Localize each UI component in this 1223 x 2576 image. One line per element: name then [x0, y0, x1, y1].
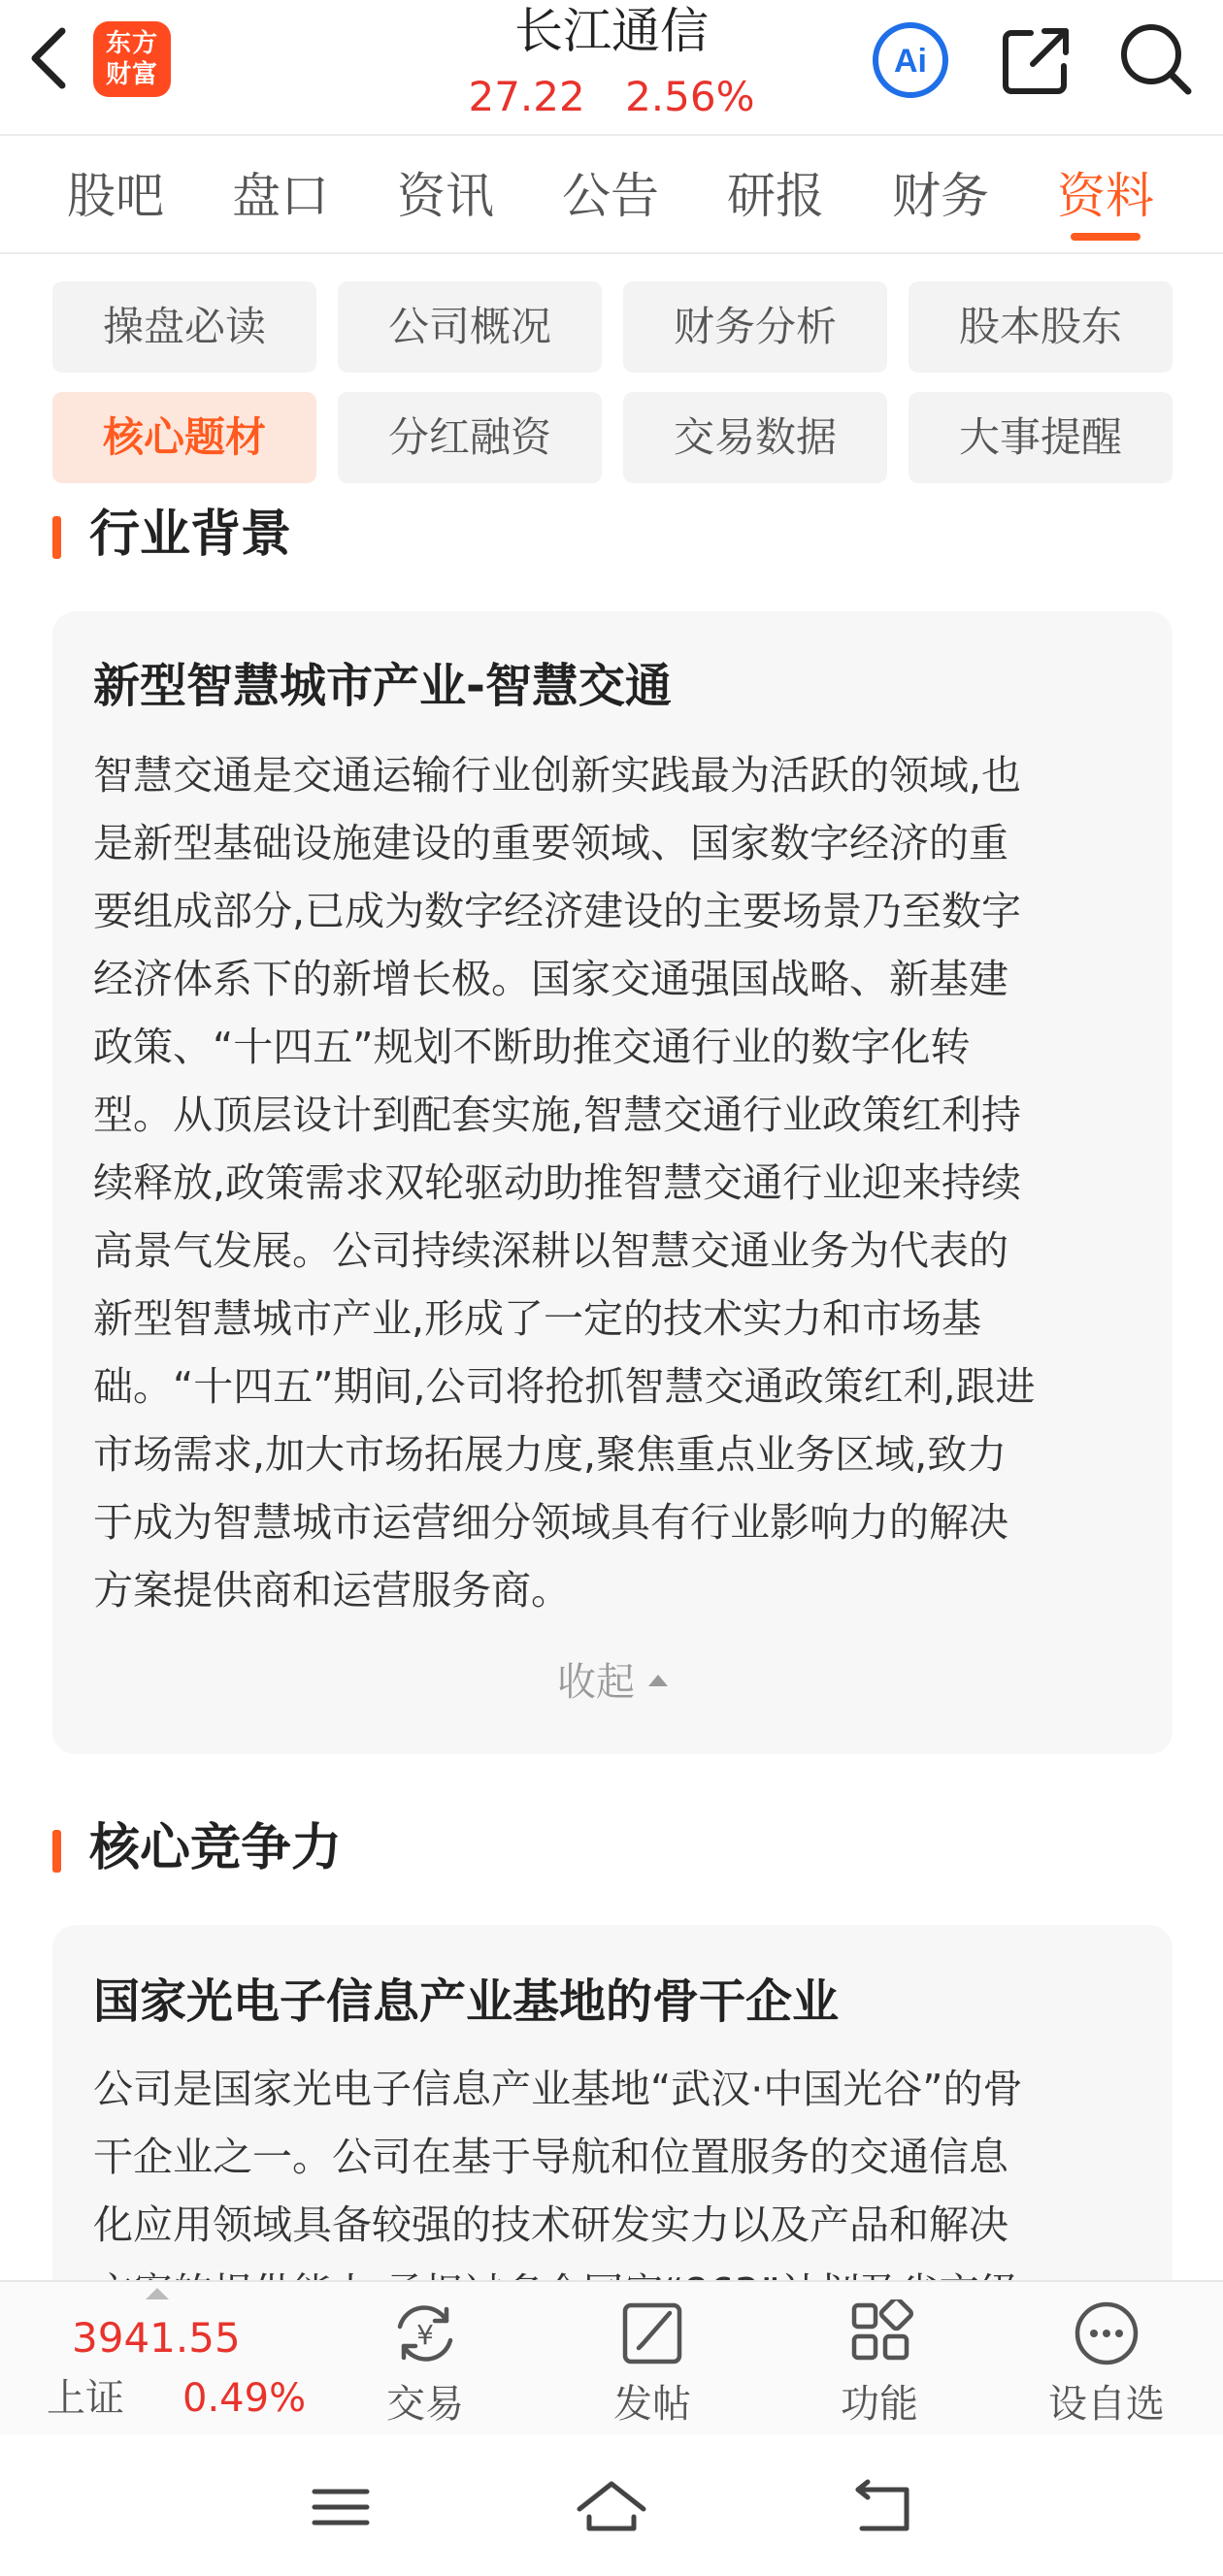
index-change-pct: 0.49%	[182, 2376, 307, 2421]
back-button[interactable]	[21, 19, 80, 97]
ai-button[interactable]	[870, 19, 951, 101]
edit-icon	[613, 2299, 691, 2367]
logo-line2: 财富	[105, 60, 158, 89]
app-header	[0, 0, 1223, 134]
chip-dividends-financing[interactable]: 分红融资	[338, 392, 602, 483]
stock-change-pct: 2.56%	[625, 73, 755, 120]
competitiveness-card-text: 公司是国家光电子信息产业基地“武汉·中国光谷”的骨 干企业之一。公司在基于导航和位置服务的交通信息 化应用领域具备较强的技术研发实力以及产品和解决	[93, 2066, 1023, 2248]
chip-financial-analysis[interactable]: 财务分析	[623, 281, 887, 373]
tab-finance[interactable]: 财务	[892, 168, 989, 224]
chip-core-themes[interactable]: 核心题材	[52, 392, 316, 483]
tab-guba[interactable]: 股吧	[67, 168, 164, 224]
tab-research[interactable]: 研报	[727, 168, 824, 224]
share-button[interactable]	[998, 21, 1075, 99]
post-button[interactable]	[565, 2292, 740, 2437]
return-icon	[839, 2474, 926, 2542]
chip-events-reminder[interactable]: 大事提醒	[909, 392, 1173, 483]
caret-up-icon[interactable]	[146, 2288, 169, 2299]
chip-trading-must-read[interactable]: 操盘必读	[52, 281, 316, 373]
yen-exchange-icon	[386, 2299, 464, 2367]
logo-line1: 东方	[105, 29, 158, 58]
post-label: 发帖	[613, 2382, 691, 2427]
section-accent-bar	[52, 1830, 61, 1873]
section-accent-bar	[52, 516, 61, 559]
back-nav-button[interactable]	[839, 2474, 926, 2542]
active-tab-indicator	[1071, 233, 1140, 241]
search-button[interactable]	[1114, 17, 1196, 99]
search-icon	[1114, 17, 1196, 99]
tab-announcements[interactable]: 公告	[562, 168, 659, 224]
triangle-up-icon	[648, 1675, 668, 1686]
tab-profile[interactable]: 资料	[1023, 136, 1188, 254]
add-watchlist-button[interactable]	[1019, 2292, 1194, 2437]
more-icon	[1068, 2299, 1145, 2367]
grid-icon	[841, 2299, 918, 2367]
system-nav-bar	[0, 2435, 1223, 2576]
chevron-left-icon	[21, 19, 80, 97]
trade-label: 交易	[386, 2382, 464, 2427]
home-icon	[568, 2474, 655, 2542]
industry-card	[52, 611, 1173, 1754]
stock-price: 27.22	[468, 73, 585, 120]
app-logo[interactable]	[93, 21, 171, 97]
ai-icon	[870, 19, 951, 101]
share-icon	[998, 21, 1075, 99]
tab-news[interactable]: 资讯	[397, 168, 494, 224]
section-title-industry: 行业背景	[52, 501, 291, 569]
competitiveness-card-title: 国家光电子信息产业基地的骨干企业	[93, 1974, 840, 2029]
svg-text:Ai: Ai	[894, 43, 927, 80]
functions-button[interactable]	[792, 2292, 967, 2437]
industry-card-title: 新型智慧城市产业-智慧交通	[93, 659, 672, 713]
index-value[interactable]: 3941.55	[72, 2314, 241, 2362]
trade-button[interactable]	[338, 2292, 512, 2437]
main-tabs	[0, 134, 1223, 254]
stock-quote	[369, 70, 854, 124]
menu-button[interactable]	[297, 2474, 384, 2542]
index-name: 上证	[47, 2376, 124, 2421]
chip-company-overview[interactable]: 公司概况	[338, 281, 602, 373]
svg-text:¥: ¥	[416, 2319, 434, 2351]
industry-card-text: 智慧交通是交通运输行业创新实践最为活跃的领域,也 是新型基础设施建设的重要领域、国家数字经济的重 要组成部分,已成为数字经济建设的主要场景乃至数字 经济体系下的新增长极。国家交通强国战略、新基建 政策、“十四五”规划不断助推交通行业的数字化转 型。从顶层设计到配套实施,智慧交通行业政策红利持 续释放,政策需求双轮驱动助推智慧交通行业迎来持续 高景气发展。公司持续深耕以智慧交通业务为代表的 新型智慧城市产业,形成了一定的技术实力和市场基 础。“十四五”期间,公司将抢抓智慧交通政策红利,跟进 市场需求,加大市场拓展力度,聚焦重点业务区域,致力 于成为智慧城市运营细分领域具有行业影响力的解决 方案提供商和运营服务商。	[93, 752, 1036, 1614]
menu-icon	[297, 2474, 384, 2542]
home-button[interactable]	[568, 2474, 655, 2542]
chip-trading-data[interactable]: 交易数据	[623, 392, 887, 483]
chip-shareholders[interactable]: 股本股东	[909, 281, 1173, 373]
functions-label: 功能	[841, 2382, 918, 2427]
section-title-competitiveness: 核心竞争力	[52, 1814, 342, 1882]
collapse-button[interactable]: 收起	[52, 1653, 1173, 1712]
stock-name: 长江通信	[514, 3, 709, 59]
bottom-toolbar	[0, 2280, 1223, 2435]
tab-pankou[interactable]: 盘口	[232, 168, 329, 224]
add-watchlist-label: 设自选	[1048, 2382, 1165, 2427]
